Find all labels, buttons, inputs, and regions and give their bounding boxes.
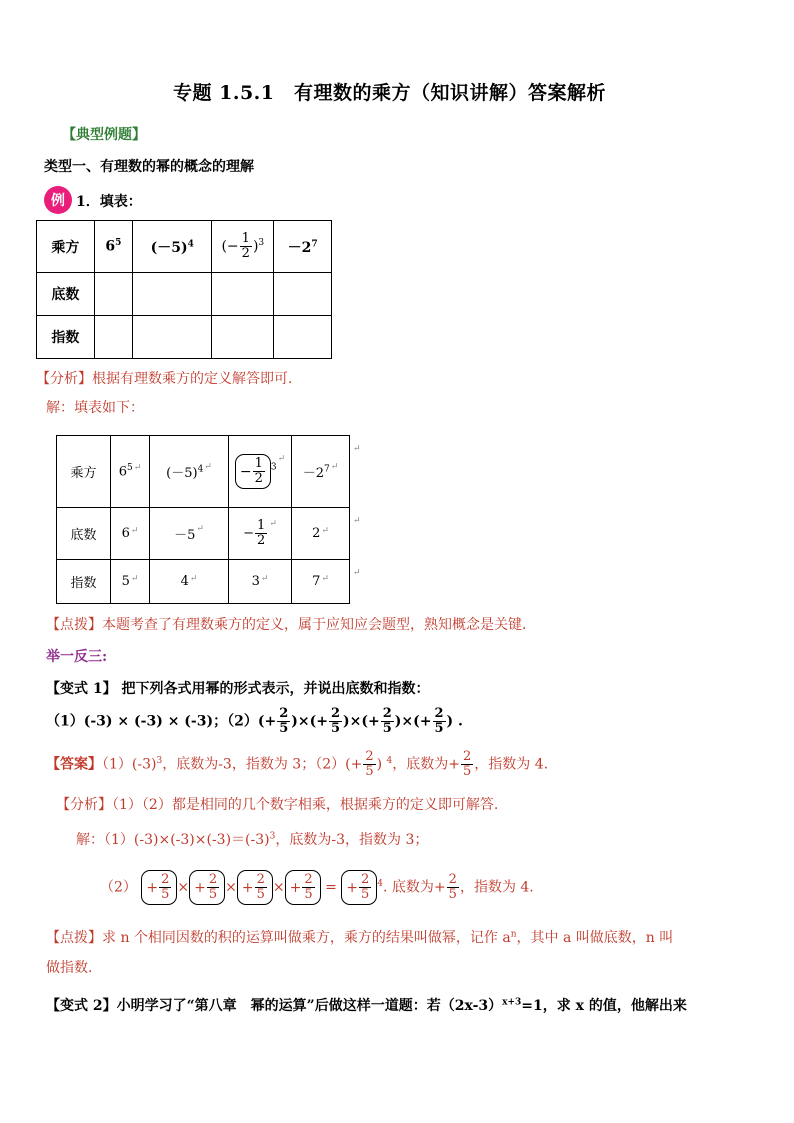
answer-cell: 4↵ (150, 560, 229, 604)
answer-cell: $-2^{7↵}$ (292, 436, 350, 508)
empty-cell (133, 273, 212, 316)
variant-1-expression: （1）(-3) × (-3) × (-3)；（2）(+ $\frac{2}{5}$ )×(+ $\frac{2}{5}$ )×(+ $\frac{2}{5}$ )×(+ $\frac{2}{5}$ ) . (46, 706, 463, 736)
solution-1: 解：填表如下： (46, 400, 144, 416)
answer-cell: 2↵ (292, 508, 350, 560)
empty-cell (274, 316, 332, 359)
answer-cell: －5↵ (150, 508, 229, 560)
empty-cell (94, 273, 132, 316)
analysis-1: 【分析】根据有理数乘方的定义解答即可． (36, 371, 302, 387)
answer-cell: − $\frac{1}{2}$ ↵ (229, 508, 292, 560)
row-label-exponent: 指数 (37, 316, 95, 359)
power-cell: (− $\frac{1}{2}$ )$^3$ (212, 221, 274, 273)
follow-up-heading: 举一反三: (46, 649, 108, 665)
power-cell: $-2^7$ (274, 221, 332, 273)
empty-cell (274, 273, 332, 316)
empty-cell (212, 273, 274, 316)
solution-2-line-1: 解：$(1)(-3)\times(-3)\times(-3)=(-3)^3$，底数为-3，指数为 3； (76, 831, 429, 848)
tip-1: 【点拨】本题考查了有理数乘方的定义，属于应知应会题型，熟知概念是关键． (46, 617, 536, 633)
tip-2-line-2: 做指数. (46, 960, 93, 976)
row-end-mark: ↵ (353, 516, 361, 526)
answer-cell: 3↵ (229, 560, 292, 604)
example-badge: 例 (44, 186, 72, 214)
row-label-power: 乘方 (57, 436, 111, 508)
analysis-2: 【分析】（1）（2）都是相同的几个数字相乘，根据乘方的定义即可解答. (56, 797, 499, 813)
answer-cell: − $\frac{1}{2}$ $^{3↵}$ (229, 436, 292, 508)
answer-cell: $(-5)^{4↵}$ (150, 436, 229, 508)
type-heading: 类型一、有理数的幂的概念的理解 (44, 159, 254, 175)
power-cell: $(-5)^4$ (133, 221, 212, 273)
empty-cell (94, 316, 132, 359)
variant-2: 【变式 2】小明学习了“第八章 幂的运算”后做这样一道题：若$(2x-3)^{x+3}=1$，求 x 的值，他解出来 (46, 997, 687, 1014)
section-label: 【典型例题】 (62, 127, 146, 143)
empty-cell (212, 316, 274, 359)
row-label-base: 底数 (37, 273, 95, 316)
answer-table (56, 435, 350, 604)
row-end-mark: ↵ (353, 444, 361, 454)
answer-cell: 6↵ (111, 508, 150, 560)
variant-1: 【变式 1】 把下列各式用幂的形式表示，并说出底数和指数： (46, 681, 430, 697)
row-end-mark: ↵ (353, 568, 361, 578)
power-cell: $6^5$ (94, 221, 132, 273)
solution-2-line-2: （2） + $\frac{2}{5}$ × + $\frac{2}{5}$ × + $\frac{2}{5}$ × + $\frac{2}{5}$ = + $\frac{2}{5}$ $^4$. 底数为+ $\frac{2}{5}$ ，指数为 4. (100, 870, 534, 905)
answer-cell: 5↵ (111, 560, 150, 604)
row-label-power: 乘方 (37, 221, 95, 273)
row-label-exponent: 指数 (57, 560, 111, 604)
question-1: 1．填表： (76, 194, 142, 210)
page-title: 专题 1.5.1 有理数的乘方（知识讲解）答案解析 (173, 82, 607, 104)
answer-1: 【答案】$(1)(-3)^3$，底数为-3，指数为 3；（2）(+ $\frac{2}{5}$ ) $^4$，底数为+ $\frac{2}{5}$ ，指数为 4. (46, 749, 549, 779)
answer-cell: 7↵ (292, 560, 350, 604)
question-table (36, 220, 332, 359)
tip-2-line-1: 【点拨】求 n 个相同因数的积的运算叫做乘方，乘方的结果叫做幂，记作 $a^n$，其中 a 叫做底数，n 叫 (46, 929, 674, 946)
empty-cell (133, 316, 212, 359)
row-label-base: 底数 (57, 508, 111, 560)
answer-cell: $6^{5↵}$ (111, 436, 150, 508)
